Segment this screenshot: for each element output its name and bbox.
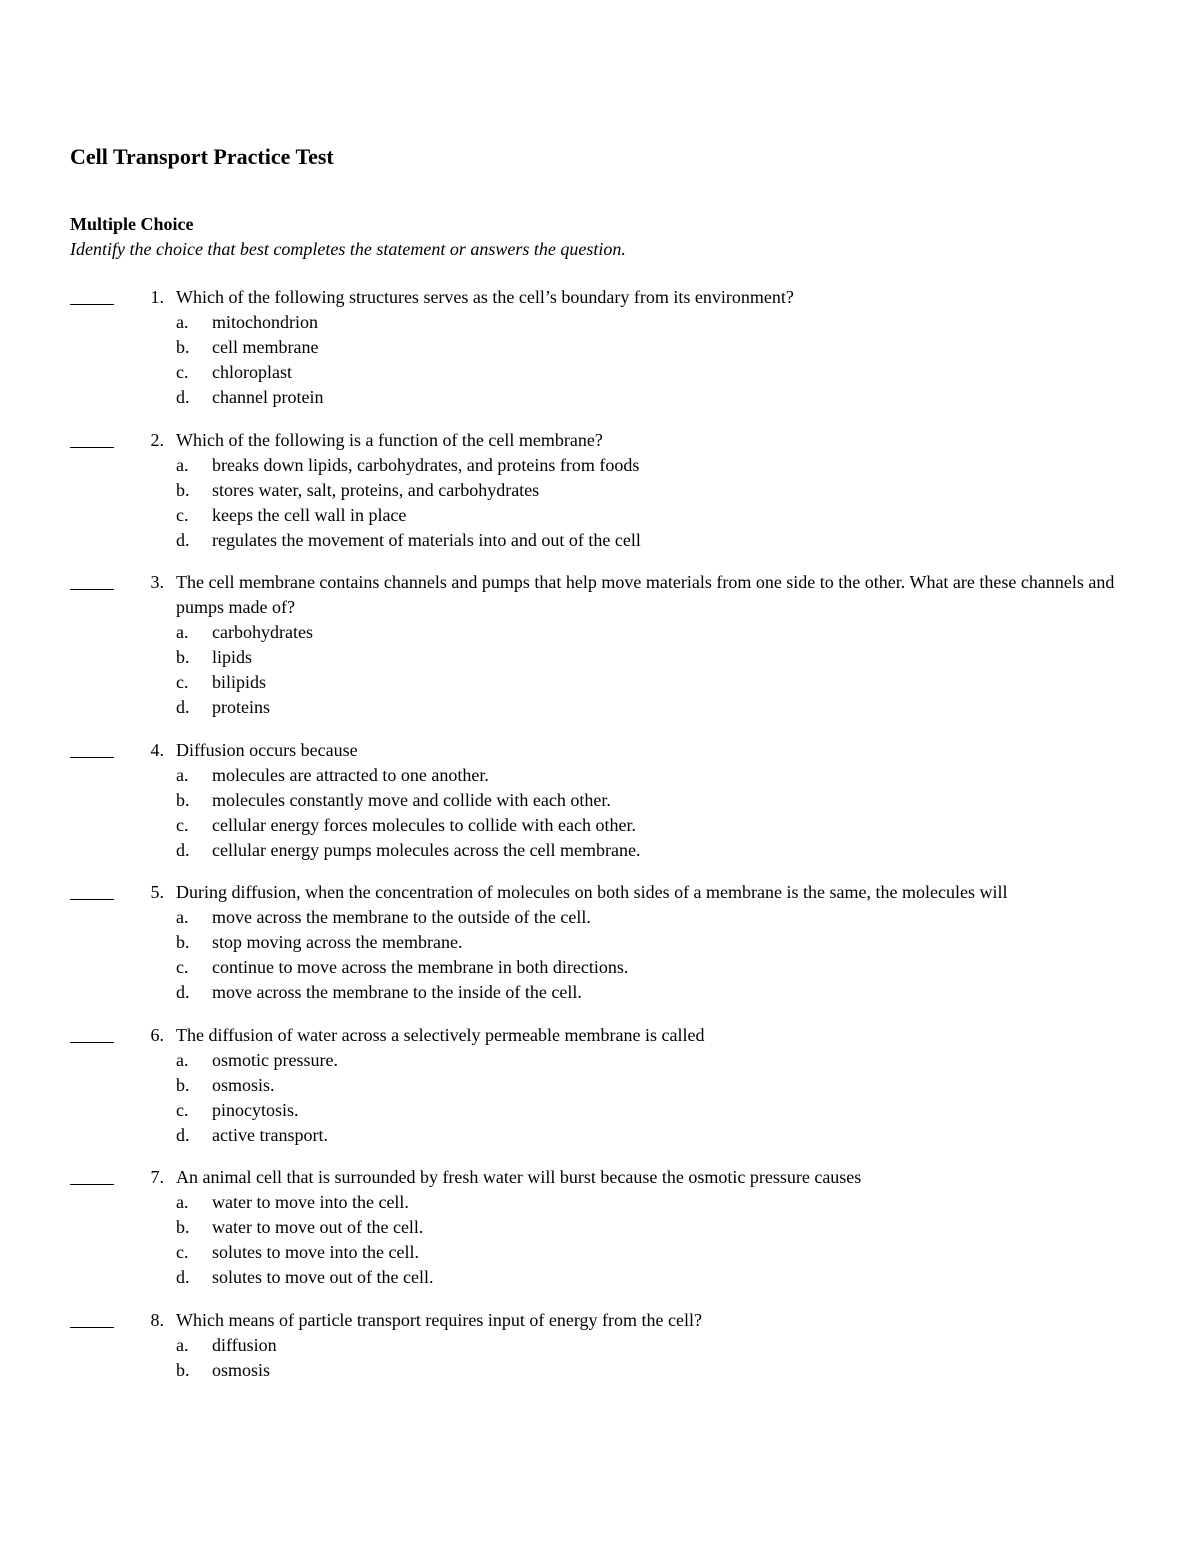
option-label: a. xyxy=(176,454,189,475)
option-label: b. xyxy=(176,1074,190,1095)
question-number: 8. xyxy=(150,1309,164,1330)
option-label: d. xyxy=(176,982,190,1002)
option-text: channel protein xyxy=(212,387,324,407)
option-label: a. xyxy=(176,1192,189,1212)
answer-option xyxy=(0,1098,1200,1123)
question-text: An animal cell that is surrounded by fresh water will burst because the osmotic pressure causes xyxy=(176,1167,862,1187)
option-text: water to move out of the cell. xyxy=(212,1217,424,1237)
answer-option xyxy=(0,905,1200,930)
option-text: molecules constantly move and collide with each other. xyxy=(212,789,611,810)
question-item xyxy=(0,1023,1200,1148)
answer-option xyxy=(0,453,1200,478)
option-text: pinocytosis. xyxy=(212,1099,299,1120)
option-text: cellular energy pumps molecules across the cell membrane. xyxy=(212,839,641,860)
answer-option xyxy=(0,503,1200,528)
option-label: d. xyxy=(176,1267,190,1287)
option-text: stores water, salt, proteins, and carbohydrates xyxy=(212,479,540,500)
answer-option xyxy=(0,763,1200,788)
question-text: The diffusion of water across a selectively permeable membrane is called xyxy=(176,1024,705,1045)
answer-option xyxy=(0,645,1200,670)
option-label: b. xyxy=(176,479,190,500)
answer-option xyxy=(0,670,1200,695)
answer-option xyxy=(0,620,1200,645)
section-instructions: Identify the choice that best completes the statement or answers the question. xyxy=(70,239,626,259)
question-text: Which of the following is a function of the cell membrane? xyxy=(176,429,603,450)
question-text: Diffusion occurs because xyxy=(176,739,358,760)
option-text: mitochondrion xyxy=(212,312,318,332)
option-label: a. xyxy=(176,907,189,927)
option-text: move across the membrane to the inside of the cell. xyxy=(212,982,582,1002)
answer-option xyxy=(0,360,1200,385)
option-label: b. xyxy=(176,1359,190,1380)
option-text: cellular energy forces molecules to collide with each other. xyxy=(212,814,637,835)
answer-options xyxy=(0,310,1200,410)
option-text: carbohydrates xyxy=(212,622,313,642)
option-label: c. xyxy=(176,814,189,835)
option-text: breaks down lipids, carbohydrates, and proteins from foods xyxy=(212,454,640,475)
option-text: continue to move across the membrane in both directions. xyxy=(212,957,629,977)
answer-option xyxy=(0,478,1200,503)
answer-option xyxy=(0,1073,1200,1098)
option-label: a. xyxy=(176,312,189,332)
question-item xyxy=(0,1165,1200,1290)
answer-option xyxy=(0,1048,1200,1073)
option-label: b. xyxy=(176,337,190,357)
option-text: osmosis xyxy=(212,1359,271,1380)
answer-blank[interactable] xyxy=(70,1327,114,1328)
option-label: b. xyxy=(176,932,190,952)
answer-blank[interactable] xyxy=(70,1184,114,1185)
option-text: regulates the movement of materials into and out of the cell xyxy=(212,529,641,550)
option-text: solutes to move into the cell. xyxy=(212,1242,419,1262)
question-item xyxy=(0,738,1200,863)
question-number: 1. xyxy=(150,287,164,307)
question-item xyxy=(0,570,1200,720)
answer-option xyxy=(0,1123,1200,1148)
answer-option xyxy=(0,1333,1200,1358)
question-item xyxy=(0,880,1200,1005)
answer-options xyxy=(0,905,1200,1005)
question-number: 4. xyxy=(150,739,164,760)
question-number: 6. xyxy=(150,1024,164,1045)
option-label: c. xyxy=(176,504,189,525)
option-text: cell membrane xyxy=(212,337,319,357)
option-label: b. xyxy=(176,647,190,667)
option-label: c. xyxy=(176,1242,189,1262)
section-heading: Multiple Choice xyxy=(70,214,194,234)
answer-option xyxy=(0,955,1200,980)
option-text: solutes to move out of the cell. xyxy=(212,1267,434,1287)
option-text: diffusion xyxy=(212,1334,277,1355)
answer-blank[interactable] xyxy=(70,304,114,305)
answer-option xyxy=(0,930,1200,955)
option-label: d. xyxy=(176,387,190,407)
answer-options xyxy=(0,763,1200,863)
option-label: b. xyxy=(176,1217,190,1237)
answer-option xyxy=(0,980,1200,1005)
answer-options xyxy=(0,453,1200,553)
option-text: stop moving across the membrane. xyxy=(212,932,463,952)
option-label: d. xyxy=(176,839,190,860)
option-text: lipids xyxy=(212,647,253,667)
answer-blank[interactable] xyxy=(70,757,114,758)
answer-options xyxy=(0,1333,1200,1383)
answer-option xyxy=(0,335,1200,360)
answer-option xyxy=(0,385,1200,410)
answer-option xyxy=(0,1358,1200,1383)
answer-blank[interactable] xyxy=(70,589,114,590)
option-label: d. xyxy=(176,1124,190,1145)
answer-option xyxy=(0,1240,1200,1265)
option-text: active transport. xyxy=(212,1124,328,1145)
question-list xyxy=(0,285,1200,1400)
question-number: 3. xyxy=(150,572,164,592)
answer-option xyxy=(0,788,1200,813)
question-item xyxy=(0,285,1200,410)
question-number: 5. xyxy=(150,882,164,902)
answer-option xyxy=(0,838,1200,863)
option-label: c. xyxy=(176,672,189,692)
answer-blank[interactable] xyxy=(70,447,114,448)
option-label: c. xyxy=(176,1099,189,1120)
option-label: d. xyxy=(176,697,190,717)
option-text: keeps the cell wall in place xyxy=(212,504,407,525)
option-label: c. xyxy=(176,957,189,977)
option-text: osmotic pressure. xyxy=(212,1049,338,1070)
option-label: a. xyxy=(176,1334,189,1355)
option-text: move across the membrane to the outside of the cell. xyxy=(212,907,591,927)
question-number: 7. xyxy=(150,1167,164,1187)
option-label: b. xyxy=(176,789,190,810)
answer-option xyxy=(0,1190,1200,1215)
question-item xyxy=(0,1308,1200,1383)
answer-option xyxy=(0,310,1200,335)
option-text: osmosis. xyxy=(212,1074,275,1095)
answer-blank[interactable] xyxy=(70,899,114,900)
option-label: c. xyxy=(176,362,189,382)
answer-option xyxy=(0,528,1200,553)
option-text: chloroplast xyxy=(212,362,292,382)
answer-option xyxy=(0,813,1200,838)
question-text: The cell membrane contains channels and pumps that help move materials from one side to the other. What are these channels and pumps made of? xyxy=(176,572,1115,617)
option-label: a. xyxy=(176,764,189,785)
option-label: d. xyxy=(176,529,190,550)
question-text: Which means of particle transport requires input of energy from the cell? xyxy=(176,1309,702,1330)
answer-options xyxy=(0,1048,1200,1148)
answer-blank[interactable] xyxy=(70,1042,114,1043)
question-number: 2. xyxy=(150,429,164,450)
option-text: molecules are attracted to one another. xyxy=(212,764,489,785)
option-label: a. xyxy=(176,1049,189,1070)
page-title: Cell Transport Practice Test xyxy=(70,144,334,169)
answer-options xyxy=(0,1190,1200,1290)
answer-option xyxy=(0,1215,1200,1240)
answer-option xyxy=(0,695,1200,720)
answer-option xyxy=(0,1265,1200,1290)
option-text: water to move into the cell. xyxy=(212,1192,409,1212)
option-label: a. xyxy=(176,622,189,642)
question-text: Which of the following structures serves as the cell’s boundary from its environment? xyxy=(176,287,794,307)
option-text: bilipids xyxy=(212,672,267,692)
question-item xyxy=(0,428,1200,553)
option-text: proteins xyxy=(212,697,270,717)
answer-options xyxy=(0,620,1200,720)
question-text: During diffusion, when the concentration of molecules on both sides of a membrane is the same, the molecules will xyxy=(176,882,1008,902)
